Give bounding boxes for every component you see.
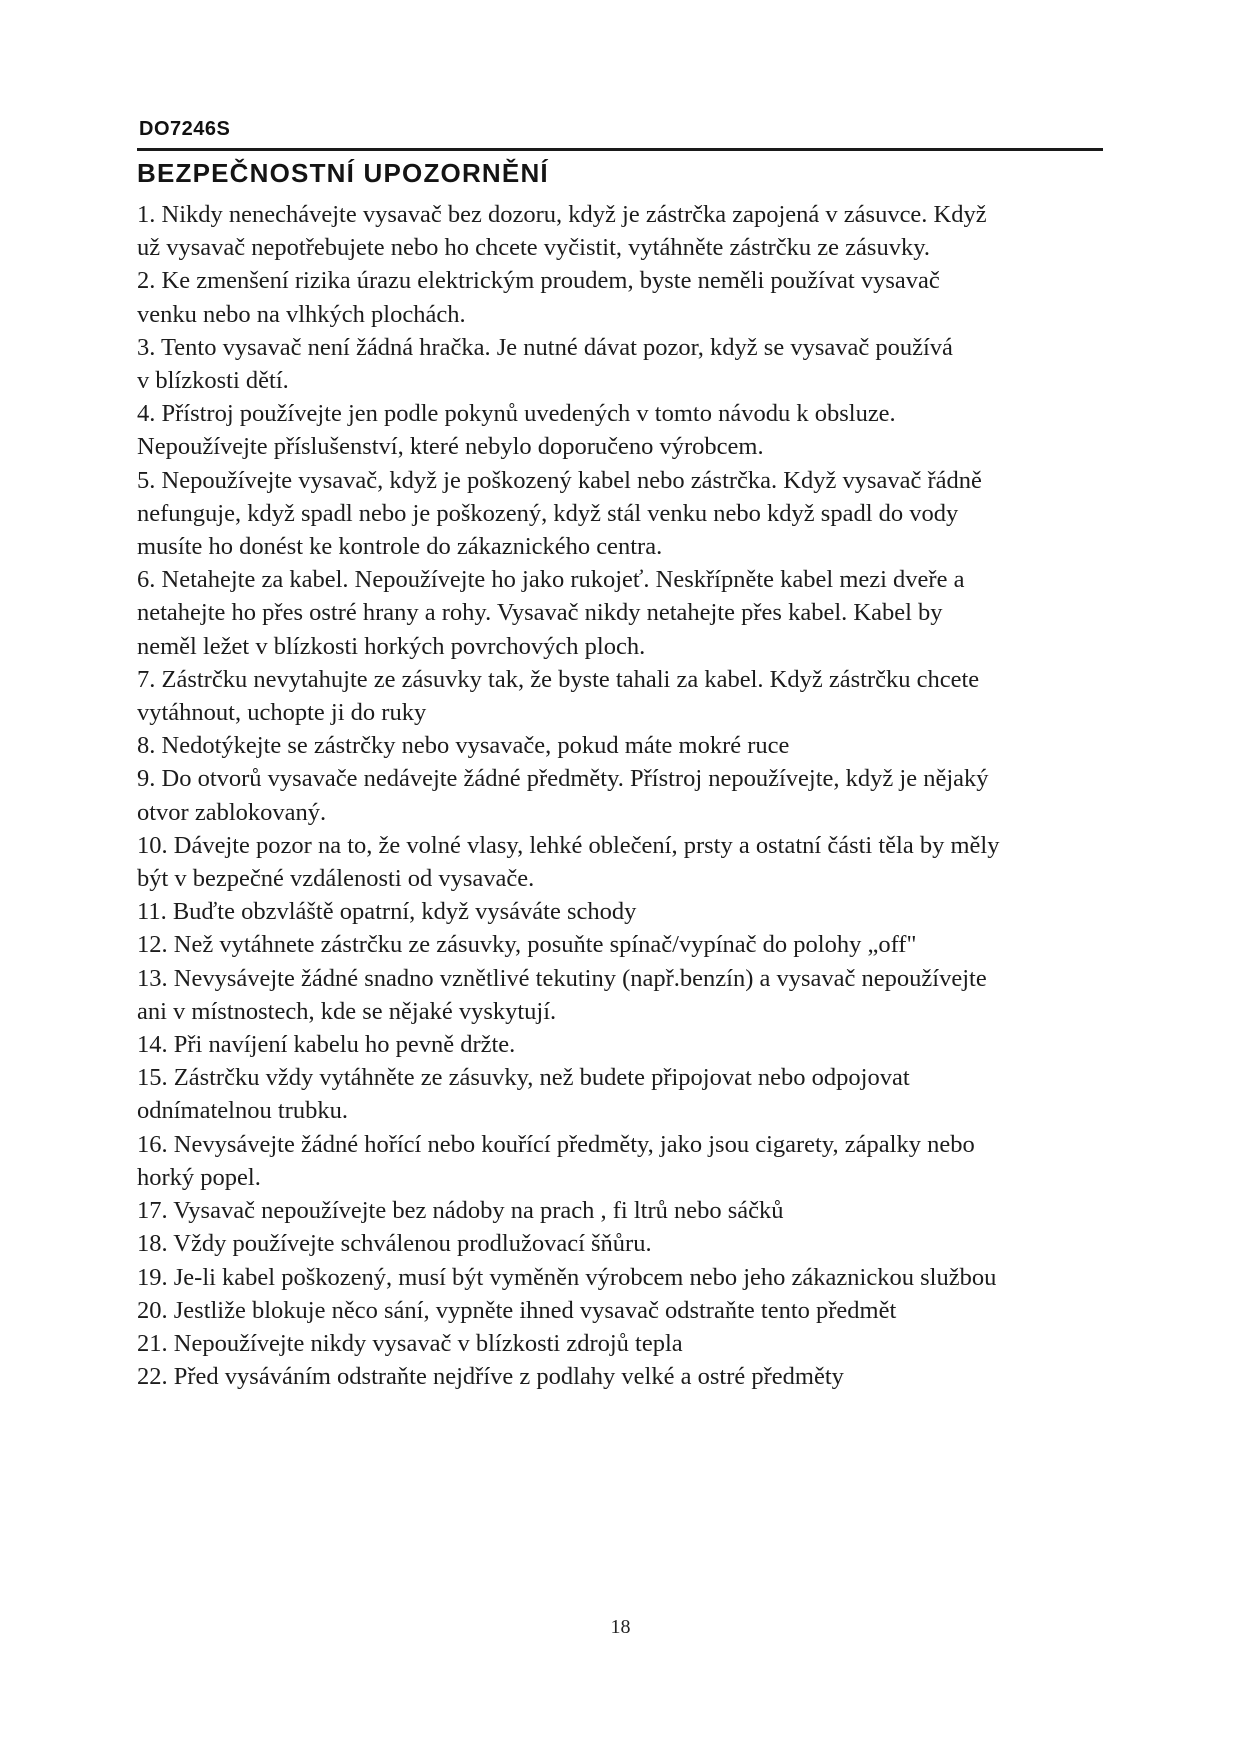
text-line: vytáhnout, uchopte ji do ruky — [137, 699, 427, 727]
text-line: 10. Dávejte pozor na to, že volné vlasy, lehké oblečení, prsty a ostatní části těla by měly — [137, 831, 1000, 859]
text-line: 6. Netahejte za kabel. Nepoužívejte ho jako rukojeť. Neskřípněte kabel mezi dveře a — [137, 566, 965, 594]
text-line: 15. Zástrčku vždy vytáhněte ze zásuvky, než budete připojovat nebo odpojovat — [137, 1064, 910, 1092]
text-line: 11. Buďte obzvláště opatrní, když vysáváte schody — [137, 898, 637, 926]
text-line: 1. Nikdy nenechávejte vysavač bez dozoru, když je zástrčka zapojená v zásuvce. Když — [137, 201, 987, 228]
text-line: 18. Vždy používejte schválenou prodlužovací šňůru. — [137, 1230, 652, 1258]
text-line: 20. Jestliže blokuje něco sání, vypněte ihned vysavač odstraňte tento předmět — [137, 1296, 897, 1324]
text-line: 7. Zástrčku nevytahujte ze zásuvky tak, že byste tahali za kabel. Když zástrčku chcete — [137, 665, 980, 693]
text-line: venku nebo na vlhkých plochách. — [137, 300, 466, 328]
page-number: 18 — [610, 1616, 631, 1638]
text-line: 17. Vysavač nepoužívejte bez nádoby na prach , fi ltrů nebo sáčků — [137, 1197, 784, 1225]
text-line: 14. Při navíjení kabelu ho pevně držte. — [137, 1031, 516, 1059]
text-line: 12. Než vytáhnete zástrčku ze zásuvky, posuňte spínač/vypínač do polohy „off" — [137, 931, 917, 959]
text-line: 19. Je-li kabel poškozený, musí být vyměněn výrobcem nebo jeho zákaznickou službou — [137, 1263, 997, 1291]
text-line: horký popel. — [137, 1163, 261, 1191]
text-line: ani v místnostech, kde se nějaké vyskytují. — [137, 997, 557, 1025]
text-line: 13. Nevysávejte žádné snadno vznětlivé tekutiny (např.benzín) a vysavač nepoužívejte — [137, 964, 987, 992]
text-line: v blízkosti dětí. — [137, 367, 289, 395]
text-line: odnímatelnou trubku. — [137, 1097, 348, 1125]
text-line: 5. Nepoužívejte vysavač, když je poškozený kabel nebo zástrčka. Když vysavač řádně — [137, 466, 982, 494]
section-title: BEZPEČNOSTNÍ UPOZORNĚNÍ — [137, 158, 549, 188]
header-rule — [137, 148, 1103, 151]
text-line: netahejte ho přes ostré hrany a rohy. Vysavač nikdy netahejte přes kabel. Kabel by — [137, 599, 943, 627]
safety-instructions — [137, 198, 1127, 1393]
model-number: DO7246S — [139, 118, 231, 140]
text-line: 3. Tento vysavač není žádná hračka. Je nutné dávat pozor, když se vysavač používá — [137, 333, 953, 361]
text-line: 16. Nevysávejte žádné hořící nebo kouřící předměty, jako jsou cigarety, zápalky nebo — [137, 1130, 975, 1158]
text-line: nefunguje, když spadl nebo je poškozený, když stál venku nebo když spadl do vody — [137, 499, 959, 527]
text-line: Nepoužívejte příslušenství, které nebylo doporučeno výrobcem. — [137, 433, 764, 461]
text-line: 9. Do otvorů vysavače nedávejte žádné předměty. Přístroj nepoužívejte, když je nějaký — [137, 765, 989, 793]
text-line: být v bezpečné vzdálenosti od vysavače. — [137, 865, 535, 893]
text-line: už vysavač nepotřebujete nebo ho chcete vyčistit, vytáhněte zástrčku ze zásuvky. — [137, 234, 930, 262]
text-line: 4. Přístroj používejte jen podle pokynů uvedených v tomto návodu k obsluze. — [137, 400, 896, 428]
text-line: otvor zablokovaný. — [137, 798, 327, 826]
text-line: 22. Před vysáváním odstraňte nejdříve z podlahy velké a ostré předměty — [137, 1363, 844, 1391]
text-line: neměl ležet v blízkosti horkých povrchových ploch. — [137, 632, 646, 660]
text-line: 2. Ke zmenšení rizika úrazu elektrickým proudem, byste neměli používat vysavač — [137, 267, 940, 295]
text-line: 8. Nedotýkejte se zástrčky nebo vysavače, pokud máte mokré ruce — [137, 732, 790, 760]
text-line: 21. Nepoužívejte nikdy vysavač v blízkosti zdrojů tepla — [137, 1329, 683, 1357]
text-line: musíte ho donést ke kontrole do zákaznického centra. — [137, 533, 663, 561]
